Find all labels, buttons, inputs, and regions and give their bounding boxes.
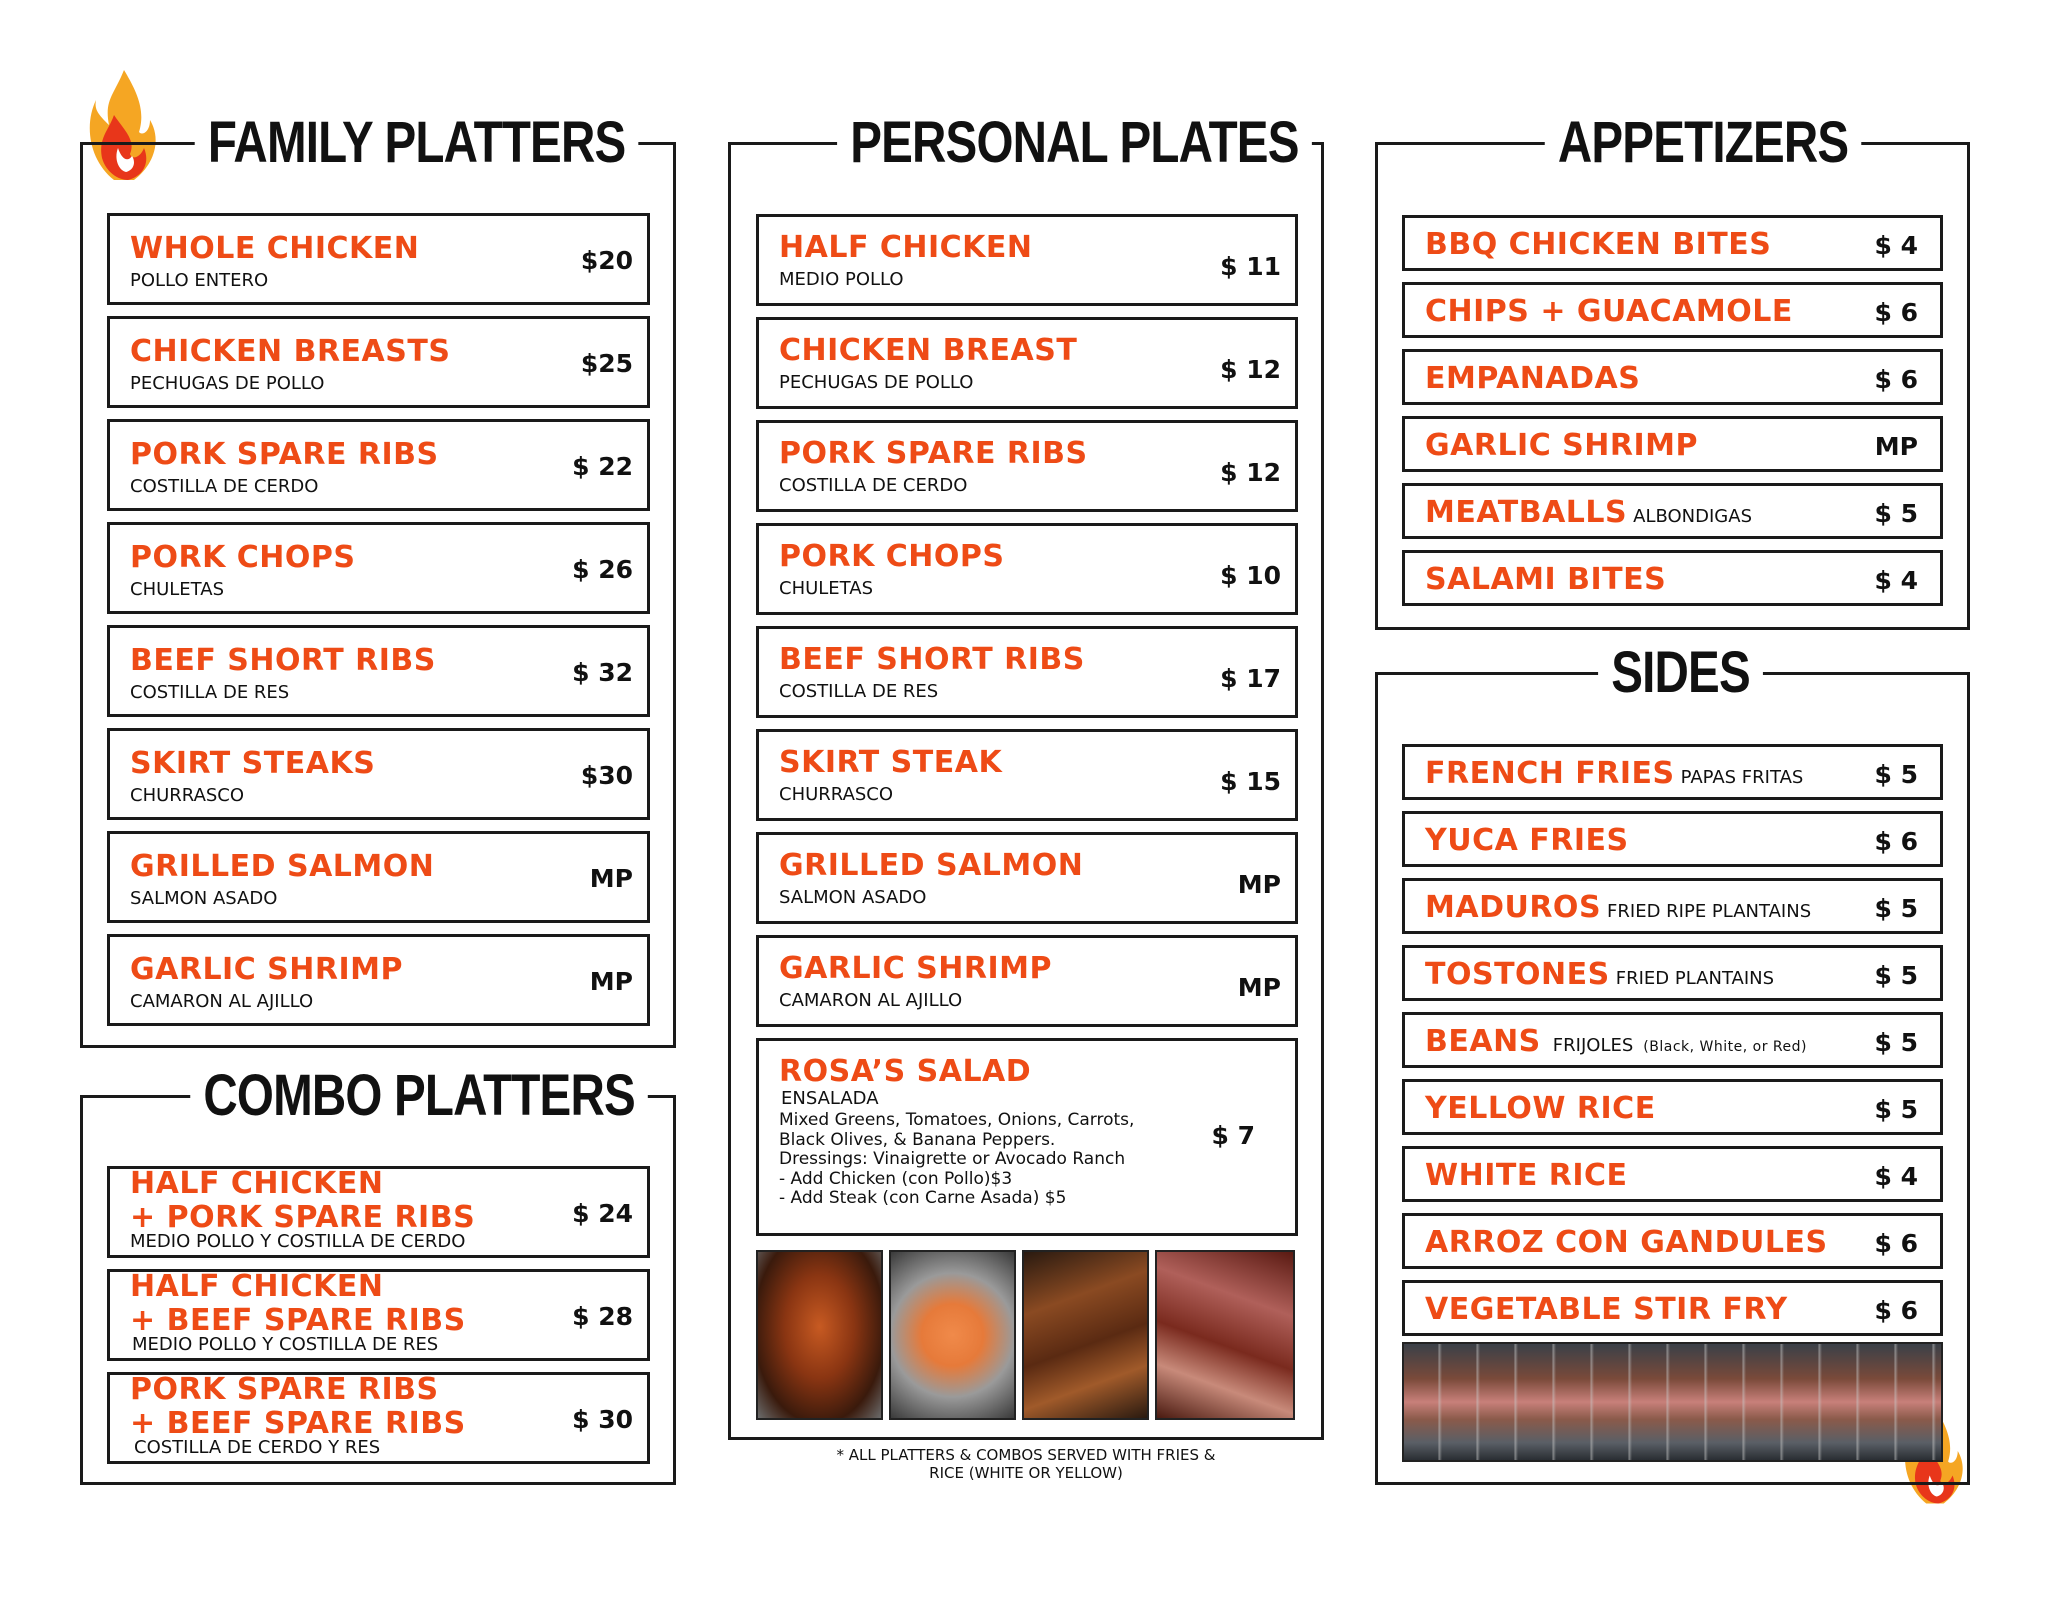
item-inline-subtitle: ALBONDIGAS: [1633, 506, 1752, 527]
item-name: [1425, 563, 1666, 597]
pork-chops-photo: [1022, 1250, 1149, 1420]
item-price: $ 4: [1874, 566, 1918, 595]
appetizer-item: [1402, 416, 1943, 472]
item-note: (Black, White, or Red): [1643, 1039, 1807, 1055]
item-price: $ 6: [1874, 298, 1918, 327]
item-name-text: ARROZ CON GANDULES: [1425, 1225, 1828, 1260]
item-inline-subtitle: FRIED PLANTAINS: [1615, 968, 1775, 989]
item-subtitle: COSTILLA DE CERDO Y RES: [134, 1437, 381, 1458]
item-subtitle: CHURRASCO: [130, 785, 245, 806]
item-price: $ 4: [1874, 1162, 1918, 1191]
item-price: $20: [580, 246, 633, 275]
item-name: PORK CHOPS: [779, 539, 1005, 574]
item-name: PORK SPARE RIBS: [130, 437, 439, 472]
item-name: [1425, 1092, 1656, 1126]
appetizer-item: [1402, 215, 1943, 271]
item-name: [1425, 429, 1698, 463]
footnote: [786, 1446, 1266, 1482]
appetizer-item: [1402, 550, 1943, 606]
menu-item: [756, 626, 1298, 718]
item-subtitle: COSTILLA DE CERDO: [130, 476, 319, 497]
side-item: [1402, 945, 1943, 1001]
item-price: $ 5: [1874, 1028, 1918, 1057]
item-name: [1425, 891, 1811, 929]
combo-line2: + BEEF SPARE RIBS: [130, 1406, 466, 1441]
item-name: PORK SPARE RIBS: [779, 436, 1088, 471]
item-name: GRILLED SALMON: [779, 848, 1084, 883]
item-price: $ 22: [572, 452, 633, 481]
ribs-photo: [1155, 1250, 1295, 1420]
side-item: [1402, 1213, 1943, 1269]
side-item: [1402, 878, 1943, 934]
footnote-line1: * ALL PLATTERS & COMBOS SERVED WITH FRIES &: [836, 1446, 1216, 1464]
item-price: MP: [589, 967, 633, 996]
item-price: $30: [580, 761, 633, 790]
menu-item: [756, 832, 1298, 924]
item-name-text: WHITE RICE: [1425, 1158, 1628, 1193]
item-subtitle: CHULETAS: [130, 579, 225, 600]
item-name: GRILLED SALMON: [130, 849, 435, 884]
item-name-text: CHIPS + GUACAMOLE: [1425, 294, 1793, 329]
item-name: [1425, 295, 1793, 329]
item-price: $ 32: [572, 658, 633, 687]
menu-item: [756, 729, 1298, 821]
item-subtitle: CAMARON AL AJILLO: [130, 991, 314, 1012]
item-name-text: MEATBALLS: [1425, 495, 1628, 530]
item-price: $ 17: [1220, 664, 1281, 693]
roast-chicken-photo: [756, 1250, 883, 1420]
item-inline-subtitle: PAPAS FRITAS: [1680, 767, 1804, 788]
item-name-text: YUCA FRIES: [1425, 823, 1629, 858]
salad-item: [756, 1038, 1298, 1236]
item-inline-subtitle: FRIJOLES: [1552, 1035, 1634, 1056]
item-price: $ 10: [1220, 561, 1281, 590]
menu-item: [756, 935, 1298, 1027]
shrimp-pan-photo: [889, 1250, 1016, 1420]
item-name: [1425, 757, 1803, 795]
item-subtitle: MEDIO POLLO Y COSTILLA DE RES: [132, 1334, 439, 1355]
item-price: $ 4: [1874, 231, 1918, 260]
item-name: CHICKEN BREASTS: [130, 334, 451, 369]
item-name-text: MADUROS: [1425, 890, 1602, 925]
menu-item: [756, 523, 1298, 615]
item-price: $ 28: [572, 1302, 633, 1331]
menu-item: [107, 213, 650, 305]
item-price: $ 5: [1874, 1095, 1918, 1124]
menu-item: [107, 625, 650, 717]
family-platters-title: FAMILY PLATTERS: [195, 114, 639, 172]
item-name-text: VEGETABLE STIR FRY: [1425, 1292, 1788, 1327]
salad-line: Mixed Greens, Tomatoes, Onions, Carrots,: [779, 1110, 1135, 1130]
combo-line1: PORK SPARE RIBS: [130, 1372, 439, 1407]
salad-line: Black Olives, & Banana Peppers.: [779, 1129, 1056, 1150]
item-price: $ 12: [1220, 458, 1281, 487]
item-name: GARLIC SHRIMP: [779, 951, 1052, 986]
combo-line2: + BEEF SPARE RIBS: [130, 1303, 466, 1338]
item-price: MP: [1237, 973, 1281, 1002]
item-name-text: BBQ CHICKEN BITES: [1425, 227, 1772, 262]
appetizer-item: [1402, 483, 1943, 539]
item-price: MP: [1237, 870, 1281, 899]
menu-item: [107, 934, 650, 1026]
item-name: [1425, 362, 1640, 396]
item-name-text: EMPANADAS: [1425, 361, 1641, 396]
combo-line1: HALF CHICKEN: [130, 1269, 384, 1304]
item-price: $ 6: [1874, 1229, 1918, 1258]
item-name: BEEF SHORT RIBS: [779, 642, 1085, 677]
item-subtitle: MEDIO POLLO Y COSTILLA DE CERDO: [130, 1231, 466, 1252]
item-subtitle: CHURRASCO: [779, 784, 894, 805]
menu-item: [107, 419, 650, 511]
combo-item: [107, 1269, 650, 1361]
item-name: [1425, 1293, 1788, 1327]
item-price: $ 6: [1874, 1296, 1918, 1325]
menu-item: [107, 522, 650, 614]
menu-item: [756, 420, 1298, 512]
combo-item: [107, 1166, 650, 1258]
item-name: [1425, 228, 1771, 262]
item-price: $ 7: [1211, 1121, 1255, 1150]
item-subtitle: PECHUGAS DE POLLO: [779, 372, 974, 393]
item-subtitle: SALMON ASADO: [779, 887, 927, 908]
appetizers-title: APPETIZERS: [1545, 114, 1862, 172]
item-subtitle: SALMON ASADO: [130, 888, 278, 909]
item-price: $ 5: [1874, 499, 1918, 528]
item-subtitle: CAMARON AL AJILLO: [779, 990, 963, 1011]
salad-name: ROSA’S SALAD: [779, 1054, 1032, 1089]
side-item: [1402, 1012, 1943, 1068]
item-price: $ 26: [572, 555, 633, 584]
item-name-text: GARLIC SHRIMP: [1425, 428, 1698, 463]
item-price: $ 15: [1220, 767, 1281, 796]
item-name: GARLIC SHRIMP: [130, 952, 403, 987]
item-price: $ 12: [1220, 355, 1281, 384]
side-item: [1402, 1079, 1943, 1135]
rotisserie-photo: [1402, 1342, 1943, 1462]
item-price: $ 30: [572, 1405, 633, 1434]
side-item: [1402, 744, 1943, 800]
appetizer-item: [1402, 282, 1943, 338]
item-name: HALF CHICKEN: [779, 230, 1033, 265]
item-price: $ 5: [1874, 961, 1918, 990]
item-subtitle: COSTILLA DE RES: [779, 681, 939, 702]
item-name: [1425, 496, 1752, 534]
combo-line2: + PORK SPARE RIBS: [130, 1200, 476, 1235]
menu-item: [756, 317, 1298, 409]
side-item: [1402, 811, 1943, 867]
item-name: PORK CHOPS: [130, 540, 356, 575]
item-inline-subtitle: FRIED RIPE PLANTAINS: [1607, 901, 1812, 922]
item-price: $ 11: [1220, 252, 1281, 281]
combo-item: [107, 1372, 650, 1464]
item-price: MP: [589, 864, 633, 893]
item-name: [1425, 1159, 1628, 1193]
sides-title: SIDES: [1598, 644, 1763, 702]
item-subtitle: COSTILLA DE RES: [130, 682, 290, 703]
side-item: [1402, 1280, 1943, 1336]
item-name: CHICKEN BREAST: [779, 333, 1078, 368]
personal-plates-title: PERSONAL PLATES: [837, 114, 1312, 172]
item-name: WHOLE CHICKEN: [130, 231, 420, 266]
item-subtitle: CHULETAS: [779, 578, 874, 599]
item-price: $ 5: [1874, 894, 1918, 923]
combo-platters-title: COMBO PLATTERS: [190, 1067, 648, 1125]
item-subtitle: PECHUGAS DE POLLO: [130, 373, 325, 394]
menu-item: [107, 316, 650, 408]
appetizer-item: [1402, 349, 1943, 405]
salad-line: - Add Chicken (con Pollo)$3: [779, 1168, 1013, 1189]
menu-item: [756, 214, 1298, 306]
item-name: SKIRT STEAK: [779, 745, 1003, 780]
menu-item: [107, 831, 650, 923]
item-name-text: SALAMI BITES: [1425, 562, 1667, 597]
item-price: $ 6: [1874, 365, 1918, 394]
salad-subtitle: ENSALADA: [781, 1088, 879, 1109]
item-name: BEEF SHORT RIBS: [130, 643, 436, 678]
item-name: [1425, 958, 1774, 996]
item-price: MP: [1874, 432, 1918, 461]
footnote-line2: RICE (WHITE OR YELLOW): [929, 1464, 1123, 1482]
item-price: $ 5: [1874, 760, 1918, 789]
item-name: [1425, 1226, 1828, 1260]
item-name-text: FRENCH FRIES: [1425, 756, 1675, 791]
item-name: SKIRT STEAKS: [130, 746, 376, 781]
combo-line1: HALF CHICKEN: [130, 1166, 384, 1201]
item-price: $ 24: [572, 1199, 633, 1228]
item-subtitle: MEDIO POLLO: [779, 269, 904, 290]
item-subtitle: COSTILLA DE CERDO: [779, 475, 968, 496]
item-name-text: TOSTONES: [1425, 957, 1610, 992]
menu-item: [107, 728, 650, 820]
item-name: [1425, 1025, 1807, 1064]
item-name: [1425, 824, 1629, 858]
item-name-text: BEANS: [1425, 1024, 1541, 1059]
salad-line: - Add Steak (con Carne Asada) $5: [779, 1188, 1067, 1208]
item-price: $25: [580, 349, 633, 378]
salad-line: Dressings: Vinaigrette or Avocado Ranch: [779, 1149, 1126, 1169]
item-subtitle: POLLO ENTERO: [130, 270, 269, 291]
side-item: [1402, 1146, 1943, 1202]
item-name-text: YELLOW RICE: [1425, 1091, 1656, 1126]
item-price: $ 6: [1874, 827, 1918, 856]
salad-description: [779, 1111, 1199, 1209]
